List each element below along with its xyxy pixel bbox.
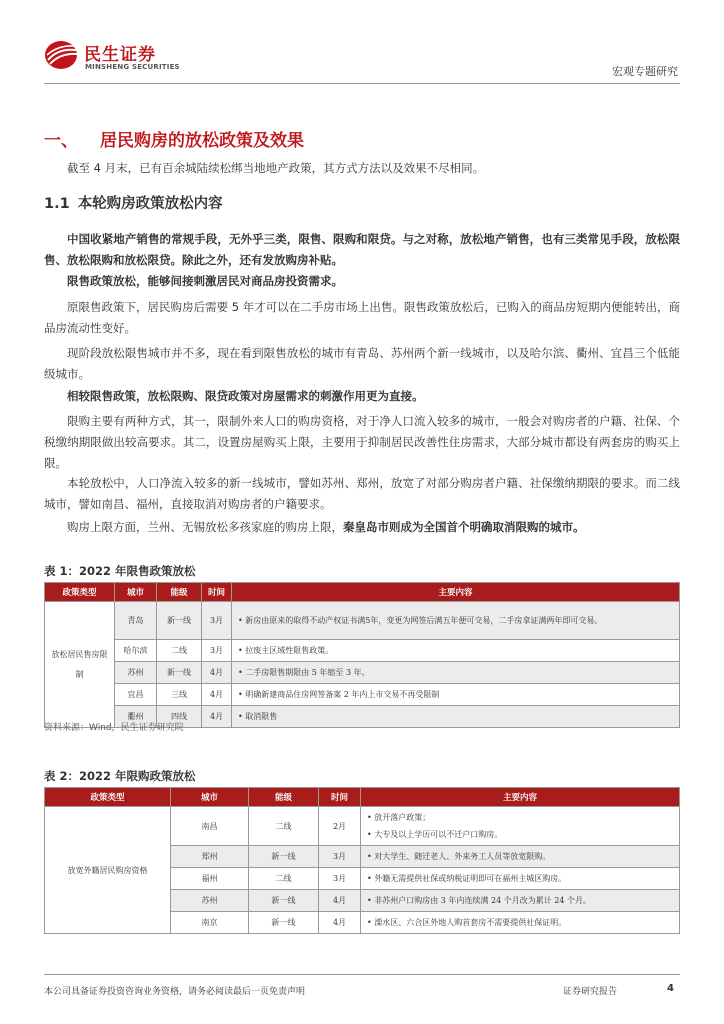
table-row bbox=[45, 684, 680, 706]
content-cell bbox=[361, 807, 680, 846]
content-cell: • 对大学生、随迁老人、外来务工人员等放宽限购。 bbox=[361, 846, 680, 868]
time-cell: 3月 bbox=[202, 602, 232, 640]
time-cell: 3月 bbox=[202, 640, 232, 662]
table-row bbox=[45, 602, 680, 640]
city-cell: 哈尔滨 bbox=[115, 640, 157, 662]
city-cell: 福州 bbox=[171, 868, 249, 890]
policy-type-cell: 放宽外籍居民购房资格 bbox=[45, 807, 171, 934]
table-1-header: 政策类型 bbox=[45, 583, 115, 602]
content-line: • 放开落户政策； bbox=[367, 813, 431, 822]
paragraph-8-bold: 秦皇岛市则成为全国首个明确取消限购的城市。 bbox=[343, 520, 585, 534]
level-cell: 新一线 bbox=[249, 912, 319, 934]
content-cell: • 取消限售 bbox=[232, 706, 680, 728]
content-cell: • 二手房限售期限由 5 年缩至 3 年。 bbox=[232, 662, 680, 684]
table-2-header: 城市 bbox=[171, 788, 249, 807]
table-1-header: 时间 bbox=[202, 583, 232, 602]
level-cell: 三线 bbox=[157, 684, 202, 706]
section-intro: 截至 4 月末，已有百余城陆续松绑当地地产政策，其方式方法以及效果不尽相同。 bbox=[67, 161, 485, 175]
level-cell: 二线 bbox=[249, 868, 319, 890]
header-divider bbox=[44, 83, 680, 84]
page-number: 4 bbox=[667, 983, 674, 994]
policy-type-cell: 放松居民售房限制 bbox=[45, 602, 115, 728]
table-2 bbox=[44, 787, 680, 934]
subsection-heading bbox=[44, 192, 223, 213]
level-cell: 新一线 bbox=[249, 846, 319, 868]
city-cell: 青岛 bbox=[115, 602, 157, 640]
city-cell: 宜昌 bbox=[115, 684, 157, 706]
content-cell: • 新房由原来的取得不动产权证书满5年，变更为网签后满五年便可交易，二手房拿证满两年即可交易。 bbox=[232, 602, 680, 640]
minsheng-logo-icon bbox=[44, 40, 78, 70]
logo-chinese-name: 民生证券 bbox=[84, 45, 156, 65]
content-line: • 大专及以上学历可以不迁户口购房。 bbox=[367, 830, 503, 839]
content-cell: • 溧水区、六合区外地人购首套房不需要提供社保证明。 bbox=[361, 912, 680, 934]
level-cell: 新一线 bbox=[157, 602, 202, 640]
level-cell: 新一线 bbox=[249, 890, 319, 912]
table-2-header: 主要内容 bbox=[361, 788, 680, 807]
section-number: 一、 bbox=[44, 131, 78, 151]
level-cell: 二线 bbox=[249, 807, 319, 846]
time-cell: 4月 bbox=[319, 890, 361, 912]
content-cell: • 拉废主区域性限售政策。 bbox=[232, 640, 680, 662]
time-cell: 4月 bbox=[202, 706, 232, 728]
paragraph-8-normal: 购房上限方面，兰州、无锡放松多孩家庭的购房上限， bbox=[67, 520, 343, 534]
footer-divider bbox=[44, 974, 680, 975]
table-2-header: 政策类型 bbox=[45, 788, 171, 807]
content-cell: • 外籍无需提供社保或纳税证明即可在福州主城区购房。 bbox=[361, 868, 680, 890]
section-heading bbox=[44, 126, 304, 151]
table-1-header: 城市 bbox=[115, 583, 157, 602]
page-header bbox=[44, 36, 680, 82]
logo-english-name: MINSHENG SECURITIES bbox=[85, 63, 180, 71]
table-1-source: 资料来源：Wind，民生证券研究院 bbox=[44, 723, 184, 733]
time-cell: 3月 bbox=[319, 846, 361, 868]
city-cell: 郑州 bbox=[171, 846, 249, 868]
city-cell: 南京 bbox=[171, 912, 249, 934]
table-1-title: 表 1：2022 年限售政策放松 bbox=[44, 564, 196, 578]
city-cell: 苏州 bbox=[171, 890, 249, 912]
table-2-title: 表 2：2022 年限购政策放松 bbox=[44, 769, 196, 783]
time-cell: 4月 bbox=[202, 684, 232, 706]
table-row bbox=[45, 807, 680, 846]
time-cell: 3月 bbox=[319, 868, 361, 890]
table-1-header: 能级 bbox=[157, 583, 202, 602]
table-1 bbox=[44, 582, 680, 728]
table-2-header: 时间 bbox=[319, 788, 361, 807]
level-cell: 四线 bbox=[157, 706, 202, 728]
paragraph-3: 原限售政策下，居民购房后需要 5 年才可以在二手房市场上出售。限售政策放松后，已购入的商品房短期内便能转出，商品房流动性变好。 bbox=[44, 300, 680, 335]
paragraph-1: 中国收紧地产销售的常规手段，无外乎三类，限售、限购和限贷。与之对称，放松地产销售，也有三类常见手段，放松限售、放松限购和放松限贷。除此之外，还有发放购房补贴。 bbox=[44, 232, 680, 267]
document-type: 宏观专题研究 bbox=[612, 65, 678, 78]
city-cell: 苏州 bbox=[115, 662, 157, 684]
content-cell: • 非苏州户口购房由 3 年内连续满 24 个月改为累计 24 个月。 bbox=[361, 890, 680, 912]
paragraph-5: 相较限售政策，放松限购、限贷政策对房屋需求的刺激作用更为直接。 bbox=[67, 389, 424, 403]
subsection-title: 本轮购房政策放松内容 bbox=[77, 196, 223, 212]
table-row bbox=[45, 640, 680, 662]
time-cell: 4月 bbox=[319, 912, 361, 934]
paragraph-7: 本轮放松中，人口净流入较多的新一线城市，譬如苏州、郑州，放宽了对部分购房者户籍、社保缴纳期限的要求。而二线城市，譬如南昌、福州，直接取消对购房者的户籍要求。 bbox=[44, 476, 680, 511]
city-cell: 南昌 bbox=[171, 807, 249, 846]
content-cell: • 明确新建商品住房网签备案 2 年内上市交易不再受限制 bbox=[232, 684, 680, 706]
time-cell: 2月 bbox=[319, 807, 361, 846]
footer-report-type: 证券研究报告 bbox=[563, 987, 618, 997]
level-cell: 新一线 bbox=[157, 662, 202, 684]
subsection-number: 1.1 bbox=[44, 196, 70, 212]
paragraph-4: 现阶段放松限售城市并不多，现在看到限售放松的城市有青岛、苏州两个新一线城市，以及哈尔滨、衢州、宜昌三个低能级城市。 bbox=[44, 346, 680, 381]
time-cell: 4月 bbox=[202, 662, 232, 684]
city-cell: 衢州 bbox=[115, 706, 157, 728]
table-row bbox=[45, 662, 680, 684]
section-title: 居民购房的放松政策及效果 bbox=[100, 131, 304, 151]
level-cell: 二线 bbox=[157, 640, 202, 662]
paragraph-8 bbox=[44, 517, 680, 538]
paragraph-2: 限售政策放松，能够间接刺激居民对商品房投资需求。 bbox=[67, 274, 343, 288]
footer-disclaimer: 本公司具备证券投资咨询业务资格，请务必阅读最后一页免责声明 bbox=[44, 987, 306, 997]
paragraph-6: 限购主要有两种方式，其一，限制外来人口的购房资格，对于净人口流入较多的城市，一般会对购房者的户籍、社保、个税缴纳期限做出较高要求。其二，设置房屋购买上限，主要用于抑制居民改善性住房需求，大部分城市都设有两套房的购买上限。 bbox=[44, 414, 680, 470]
table-2-header: 能级 bbox=[249, 788, 319, 807]
table-1-header: 主要内容 bbox=[232, 583, 680, 602]
